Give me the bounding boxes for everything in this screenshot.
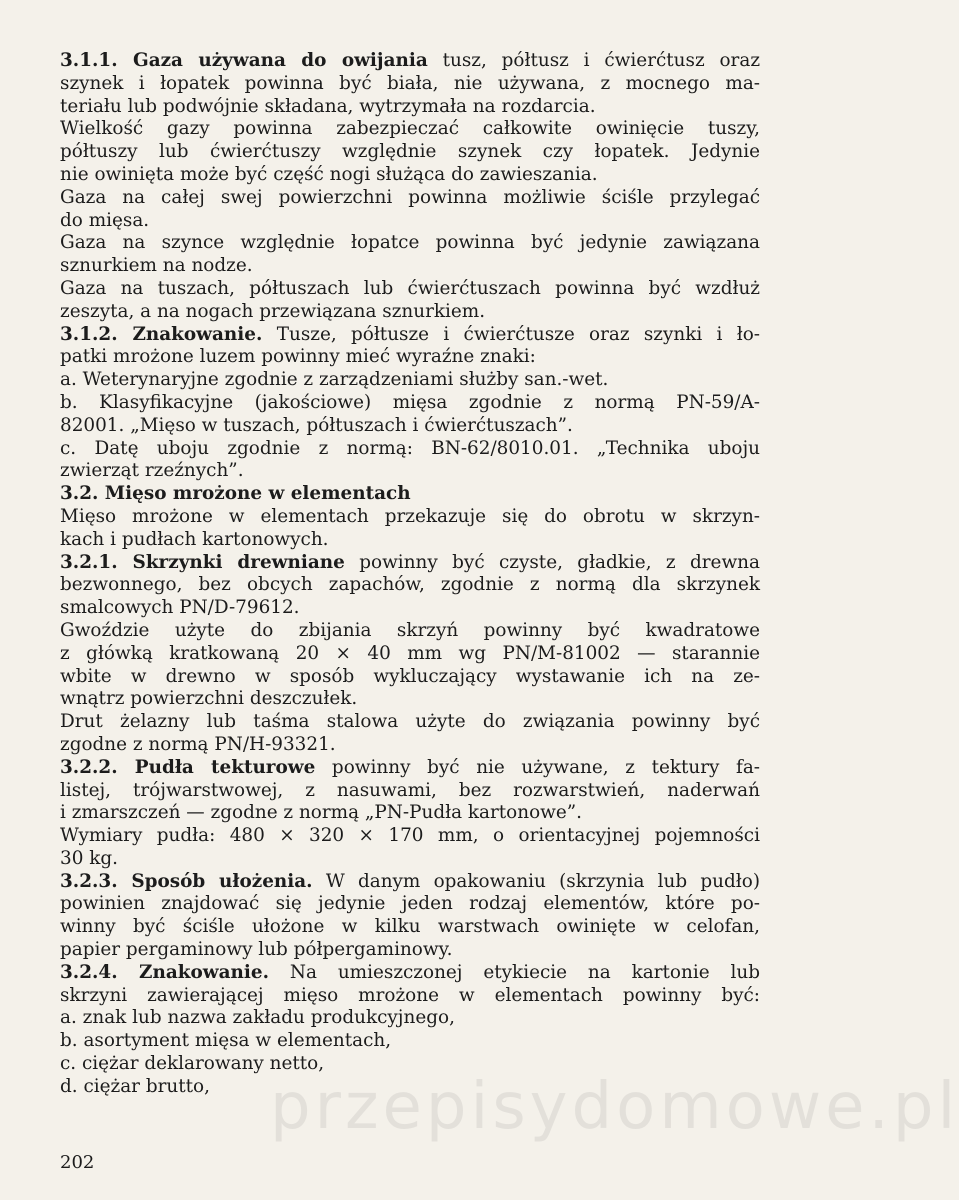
text-line bbox=[60, 1076, 760, 1099]
text-line bbox=[60, 96, 760, 119]
text-line bbox=[60, 734, 760, 757]
line-text: zwierząt rzeźnych”. bbox=[60, 460, 244, 482]
text-line bbox=[60, 118, 760, 141]
text-line bbox=[60, 1053, 760, 1076]
text-line bbox=[60, 916, 760, 939]
line-text: 82001. „Mięso w tuszach, półtuszach i ćwierćtuszach”. bbox=[60, 414, 573, 436]
document-body bbox=[60, 50, 760, 1099]
text-line bbox=[60, 210, 760, 233]
text-line bbox=[60, 232, 760, 255]
section-heading: 3.1.1. Gaza używana do owijania bbox=[60, 50, 428, 71]
text-line bbox=[60, 369, 760, 392]
line-text: Gaza na całej swej powierzchni powinna możliwie ściśle przylegać bbox=[60, 186, 760, 208]
section-heading: 3.2.4. Znakowanie. bbox=[60, 961, 269, 983]
text-line bbox=[60, 346, 760, 369]
text-line bbox=[60, 255, 760, 278]
line-text: W danym opakowaniu (skrzynia lub pudło) bbox=[312, 870, 760, 892]
line-text: z główką kratkowaną 20 × 40 mm wg PN/M-81002 — starannie bbox=[60, 642, 760, 664]
text-line bbox=[60, 962, 760, 985]
text-line bbox=[60, 483, 760, 506]
text-line bbox=[60, 1007, 760, 1030]
text-line bbox=[60, 50, 760, 73]
page-number: 202 bbox=[60, 1152, 95, 1173]
line-text: skrzyni zawierającej mięso mrożone w elementach powinny być: bbox=[60, 984, 760, 1006]
text-line bbox=[60, 301, 760, 324]
section-heading: 3.1.2. Znakowanie. bbox=[60, 323, 263, 345]
section-heading: 3.2. Mięso mrożone w elementach bbox=[60, 483, 411, 505]
line-text: listej, trójwarstwowej, z nasuwami, bez rozwarstwień, naderwań bbox=[60, 779, 760, 801]
line-text: nie owinięta może być część nogi służąca do zawieszania. bbox=[60, 163, 598, 185]
section-heading: 3.2.3. Sposób ułożenia. bbox=[60, 870, 313, 892]
line-text: teriału lub podwójnie składana, wytrzymała na rozdarcia. bbox=[60, 95, 596, 117]
text-line bbox=[60, 939, 760, 962]
line-text: sznurkiem na nodze. bbox=[60, 255, 253, 277]
text-line bbox=[60, 506, 760, 529]
line-text: Tusze, półtusze i ćwierćtusze oraz szynki i ło- bbox=[262, 323, 760, 345]
text-line bbox=[60, 711, 760, 734]
line-text: do mięsa. bbox=[60, 209, 150, 231]
line-text: i zmarszczeń — zgodne z normą „PN-Pudła kartonowe”. bbox=[60, 802, 583, 824]
text-line bbox=[60, 278, 760, 301]
text-line bbox=[60, 73, 760, 96]
line-text: powinny być nie używane, z tektury fa- bbox=[315, 756, 761, 778]
line-text: Gwoździe użyte do zbijania skrzyń powinny być kwadratowe bbox=[60, 619, 760, 641]
text-line bbox=[60, 438, 760, 461]
text-line bbox=[60, 620, 760, 643]
text-line bbox=[60, 141, 760, 164]
line-text: powinny być czyste, gładkie, z drewna bbox=[344, 551, 760, 573]
line-text: Gaza na tuszach, półtuszach lub ćwierćtuszach powinna być wzdłuż bbox=[60, 277, 760, 299]
text-line bbox=[60, 597, 760, 620]
line-text: d. ciężar brutto, bbox=[60, 1075, 210, 1097]
text-line bbox=[60, 552, 760, 575]
watermark: przepisydomowe.pl bbox=[270, 1070, 959, 1144]
line-text: bezwonnego, bez obcych zapachów, zgodnie z normą dla skrzynek bbox=[60, 574, 760, 596]
line-text: smalcowych PN/D-79612. bbox=[60, 597, 300, 619]
text-line bbox=[60, 757, 760, 780]
line-text: kach i pudłach kartonowych. bbox=[60, 528, 329, 550]
text-line bbox=[60, 574, 760, 597]
line-text: Drut żelazny lub taśma stalowa użyte do związania powinny być bbox=[60, 711, 760, 733]
line-text: Gaza na szynce względnie łopatce powinna być jedynie zawiązana bbox=[60, 232, 760, 254]
line-text: a. Weterynaryjne zgodnie z zarządzeniami służby san.-wet. bbox=[60, 369, 609, 391]
line-text: c. Datę uboju zgodnie z normą: BN-62/8010.01. „Technika uboju bbox=[60, 437, 760, 459]
text-line bbox=[60, 848, 760, 871]
text-line bbox=[60, 460, 760, 483]
text-line bbox=[60, 643, 760, 666]
line-text: Mięso mrożone w elementach przekazuje się do obrotu w skrzyn- bbox=[60, 505, 760, 527]
line-text: zgodne z normą PN/H-93321. bbox=[60, 733, 336, 755]
text-line bbox=[60, 666, 760, 689]
line-text: 30 kg. bbox=[60, 847, 119, 869]
line-text: półtuszy lub ćwierćtuszy względnie szynek czy łopatek. Jedynie bbox=[60, 141, 760, 163]
text-line bbox=[60, 871, 760, 894]
line-text: b. asortyment mięsa w elementach, bbox=[60, 1030, 392, 1052]
line-text: papier pergaminowy lub półpergaminowy. bbox=[60, 939, 453, 961]
text-line bbox=[60, 893, 760, 916]
line-text: c. ciężar deklarowany netto, bbox=[60, 1053, 325, 1075]
text-line bbox=[60, 415, 760, 438]
text-line bbox=[60, 825, 760, 848]
text-line bbox=[60, 529, 760, 552]
section-heading: 3.2.1. Skrzynki drewniane bbox=[60, 551, 345, 573]
text-line bbox=[60, 187, 760, 210]
text-line bbox=[60, 324, 760, 347]
section-heading: 3.2.2. Pudła tekturowe bbox=[60, 756, 316, 778]
text-line bbox=[60, 802, 760, 825]
text-line bbox=[60, 164, 760, 187]
text-line bbox=[60, 392, 760, 415]
line-text: patki mrożone luzem powinny mieć wyraźne znaki: bbox=[60, 346, 536, 368]
text-line bbox=[60, 780, 760, 803]
line-text: Na umieszczonej etykiecie na kartonie lub bbox=[268, 961, 760, 983]
text-line bbox=[60, 985, 760, 1008]
line-text: a. znak lub nazwa zakładu produkcyjnego, bbox=[60, 1007, 455, 1029]
line-text: Wielkość gazy powinna zabezpieczać całkowite owinięcie tuszy, bbox=[60, 118, 760, 140]
line-text: Wymiary pudła: 480 × 320 × 170 mm, o orientacyjnej pojemności bbox=[60, 825, 760, 847]
line-text: powinien znajdować się jedynie jeden rodzaj elementów, które po- bbox=[60, 893, 760, 915]
line-text: b. Klasyfikacyjne (jakościowe) mięsa zgodnie z normą PN-59/A- bbox=[60, 391, 760, 413]
line-text: tusz, półtusz i ćwierćtusz oraz bbox=[427, 50, 761, 71]
line-text: wnątrz powierzchni deszczułek. bbox=[60, 688, 358, 710]
line-text: zeszyta, a na nogach przewiązana sznurkiem. bbox=[60, 300, 486, 322]
line-text: wbite w drewno w sposób wykluczający wystawanie ich na ze- bbox=[60, 665, 760, 687]
line-text: szynek i łopatek powinna być biała, nie używana, z mocnego ma- bbox=[60, 72, 760, 94]
text-line bbox=[60, 688, 760, 711]
line-text: winny być ściśle ułożone w kilku warstwach owinięte w celofan, bbox=[60, 916, 760, 938]
text-line bbox=[60, 1030, 760, 1053]
